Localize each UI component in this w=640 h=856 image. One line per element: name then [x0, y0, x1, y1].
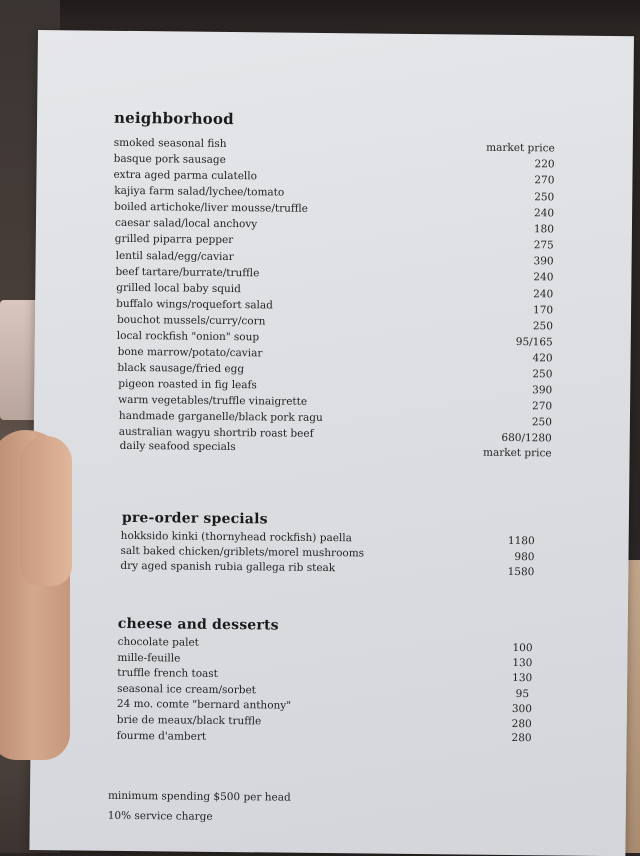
menu-item-name: 24 mo. comte "bernard anthony" [116, 697, 292, 712]
menu-item-price: 130 [512, 672, 533, 685]
menu-item-name: kajiya farm salad/lychee/tomato [114, 184, 285, 199]
service-charge-note: 10% service charge [107, 809, 213, 823]
menu-item-price: 275 [533, 239, 554, 252]
menu-item-price: 100 [512, 642, 533, 655]
menu-item-name: lentil salad/egg/caviar [115, 249, 234, 264]
menu-item-name: bone marrow/potato/caviar [117, 345, 263, 360]
menu-item-price: 270 [534, 174, 555, 187]
menu-item-price: 1180 [507, 534, 535, 548]
menu-item-name: hokksido kinki (thornyhead rockfish) paella [120, 529, 352, 545]
menu-item-name: seasonal ice cream/sorbet [117, 682, 257, 697]
section-title-cheese-and-desserts: cheese and desserts [117, 615, 279, 634]
section-title-pre-order-specials: pre-order specials [121, 509, 268, 528]
menu-item-name: smoked seasonal fish [113, 136, 227, 150]
menu-item-name: caesar salad/local anchovy [114, 216, 258, 231]
menu-item-name: local rockfish "onion" soup [116, 329, 260, 344]
menu-item-price: 300 [511, 702, 532, 716]
menu-item-price: 680/1280 [501, 431, 552, 445]
menu-item-price: market price [482, 446, 552, 460]
menu-item-name: mille-feuille [117, 651, 181, 665]
menu-item-name: extra aged parma culatello [113, 168, 258, 183]
menu-item-name: grilled local baby squid [116, 281, 241, 296]
menu-item-price: 980 [514, 551, 535, 564]
menu-item-name: handmade garganelle/black pork ragu [118, 409, 323, 425]
menu-item-name: boiled artichoke/liver mousse/truffle [114, 200, 309, 215]
menu-item-price: 270 [531, 400, 553, 413]
menu-item-price: 390 [532, 384, 553, 397]
menu-item-price: 220 [534, 158, 555, 171]
menu-item-name: truffle french toast [117, 666, 218, 680]
menu-item-price: 170 [532, 304, 554, 317]
menu-item-price: 1580 [507, 565, 535, 579]
menu-item-price: 180 [533, 223, 555, 236]
menu-item-name: warm vegetables/truffle vinaigrette [118, 393, 308, 408]
menu-item-price: 250 [534, 191, 555, 204]
menu-item-name: black sausage/fried egg [117, 361, 245, 376]
menu-item-name: salt baked chicken/griblets/morel mushrooms [120, 544, 365, 560]
menu-item-price: 250 [532, 368, 553, 381]
menu-item-name: brie de meaux/black truffle [116, 713, 262, 728]
menu-item-price: 390 [533, 255, 554, 268]
menu-item-name: buffalo wings/roquefort salad [116, 297, 273, 312]
menu-item-price: 240 [533, 207, 555, 220]
menu-item-name: basque pork sausage [113, 152, 226, 166]
menu-item-price: 240 [533, 288, 554, 301]
menu-item-price: market price [486, 141, 555, 155]
menu-item-name: fourme d'ambert [116, 729, 207, 743]
menu-item-price: 95/165 [515, 336, 553, 349]
thumb [20, 436, 72, 586]
menu-item-price: 250 [532, 320, 553, 333]
menu-item-price: 250 [531, 416, 552, 429]
menu-item-name: australian wagyu shortrib roast beef [118, 425, 314, 440]
menu-item-name: pigeon roasted in fig leafs [118, 377, 257, 392]
menu-item-price: 95 [515, 688, 530, 701]
menu-item-name: daily seafood specials [119, 439, 236, 454]
menu-item-name: bouchot mussels/curry/corn [116, 313, 266, 328]
menu-item-price: 280 [511, 731, 532, 745]
menu-item-price: 130 [512, 657, 533, 670]
section-title-neighborhood: neighborhood [113, 108, 234, 129]
menu-item-name: beef tartare/burrate/truffle [115, 265, 260, 280]
menu-item-price: 240 [533, 271, 554, 284]
menu-item-name: dry aged spanish rubia gallega rib steak [120, 559, 336, 575]
menu-item-name: chocolate palet [117, 635, 199, 649]
minimum-spending-note: minimum spending $500 per head [107, 789, 291, 804]
menu-item-name: grilled piparra pepper [114, 232, 234, 247]
menu-item-price: 420 [532, 352, 553, 365]
menu-item-price: 280 [511, 717, 532, 731]
menu-sheet [29, 30, 634, 856]
